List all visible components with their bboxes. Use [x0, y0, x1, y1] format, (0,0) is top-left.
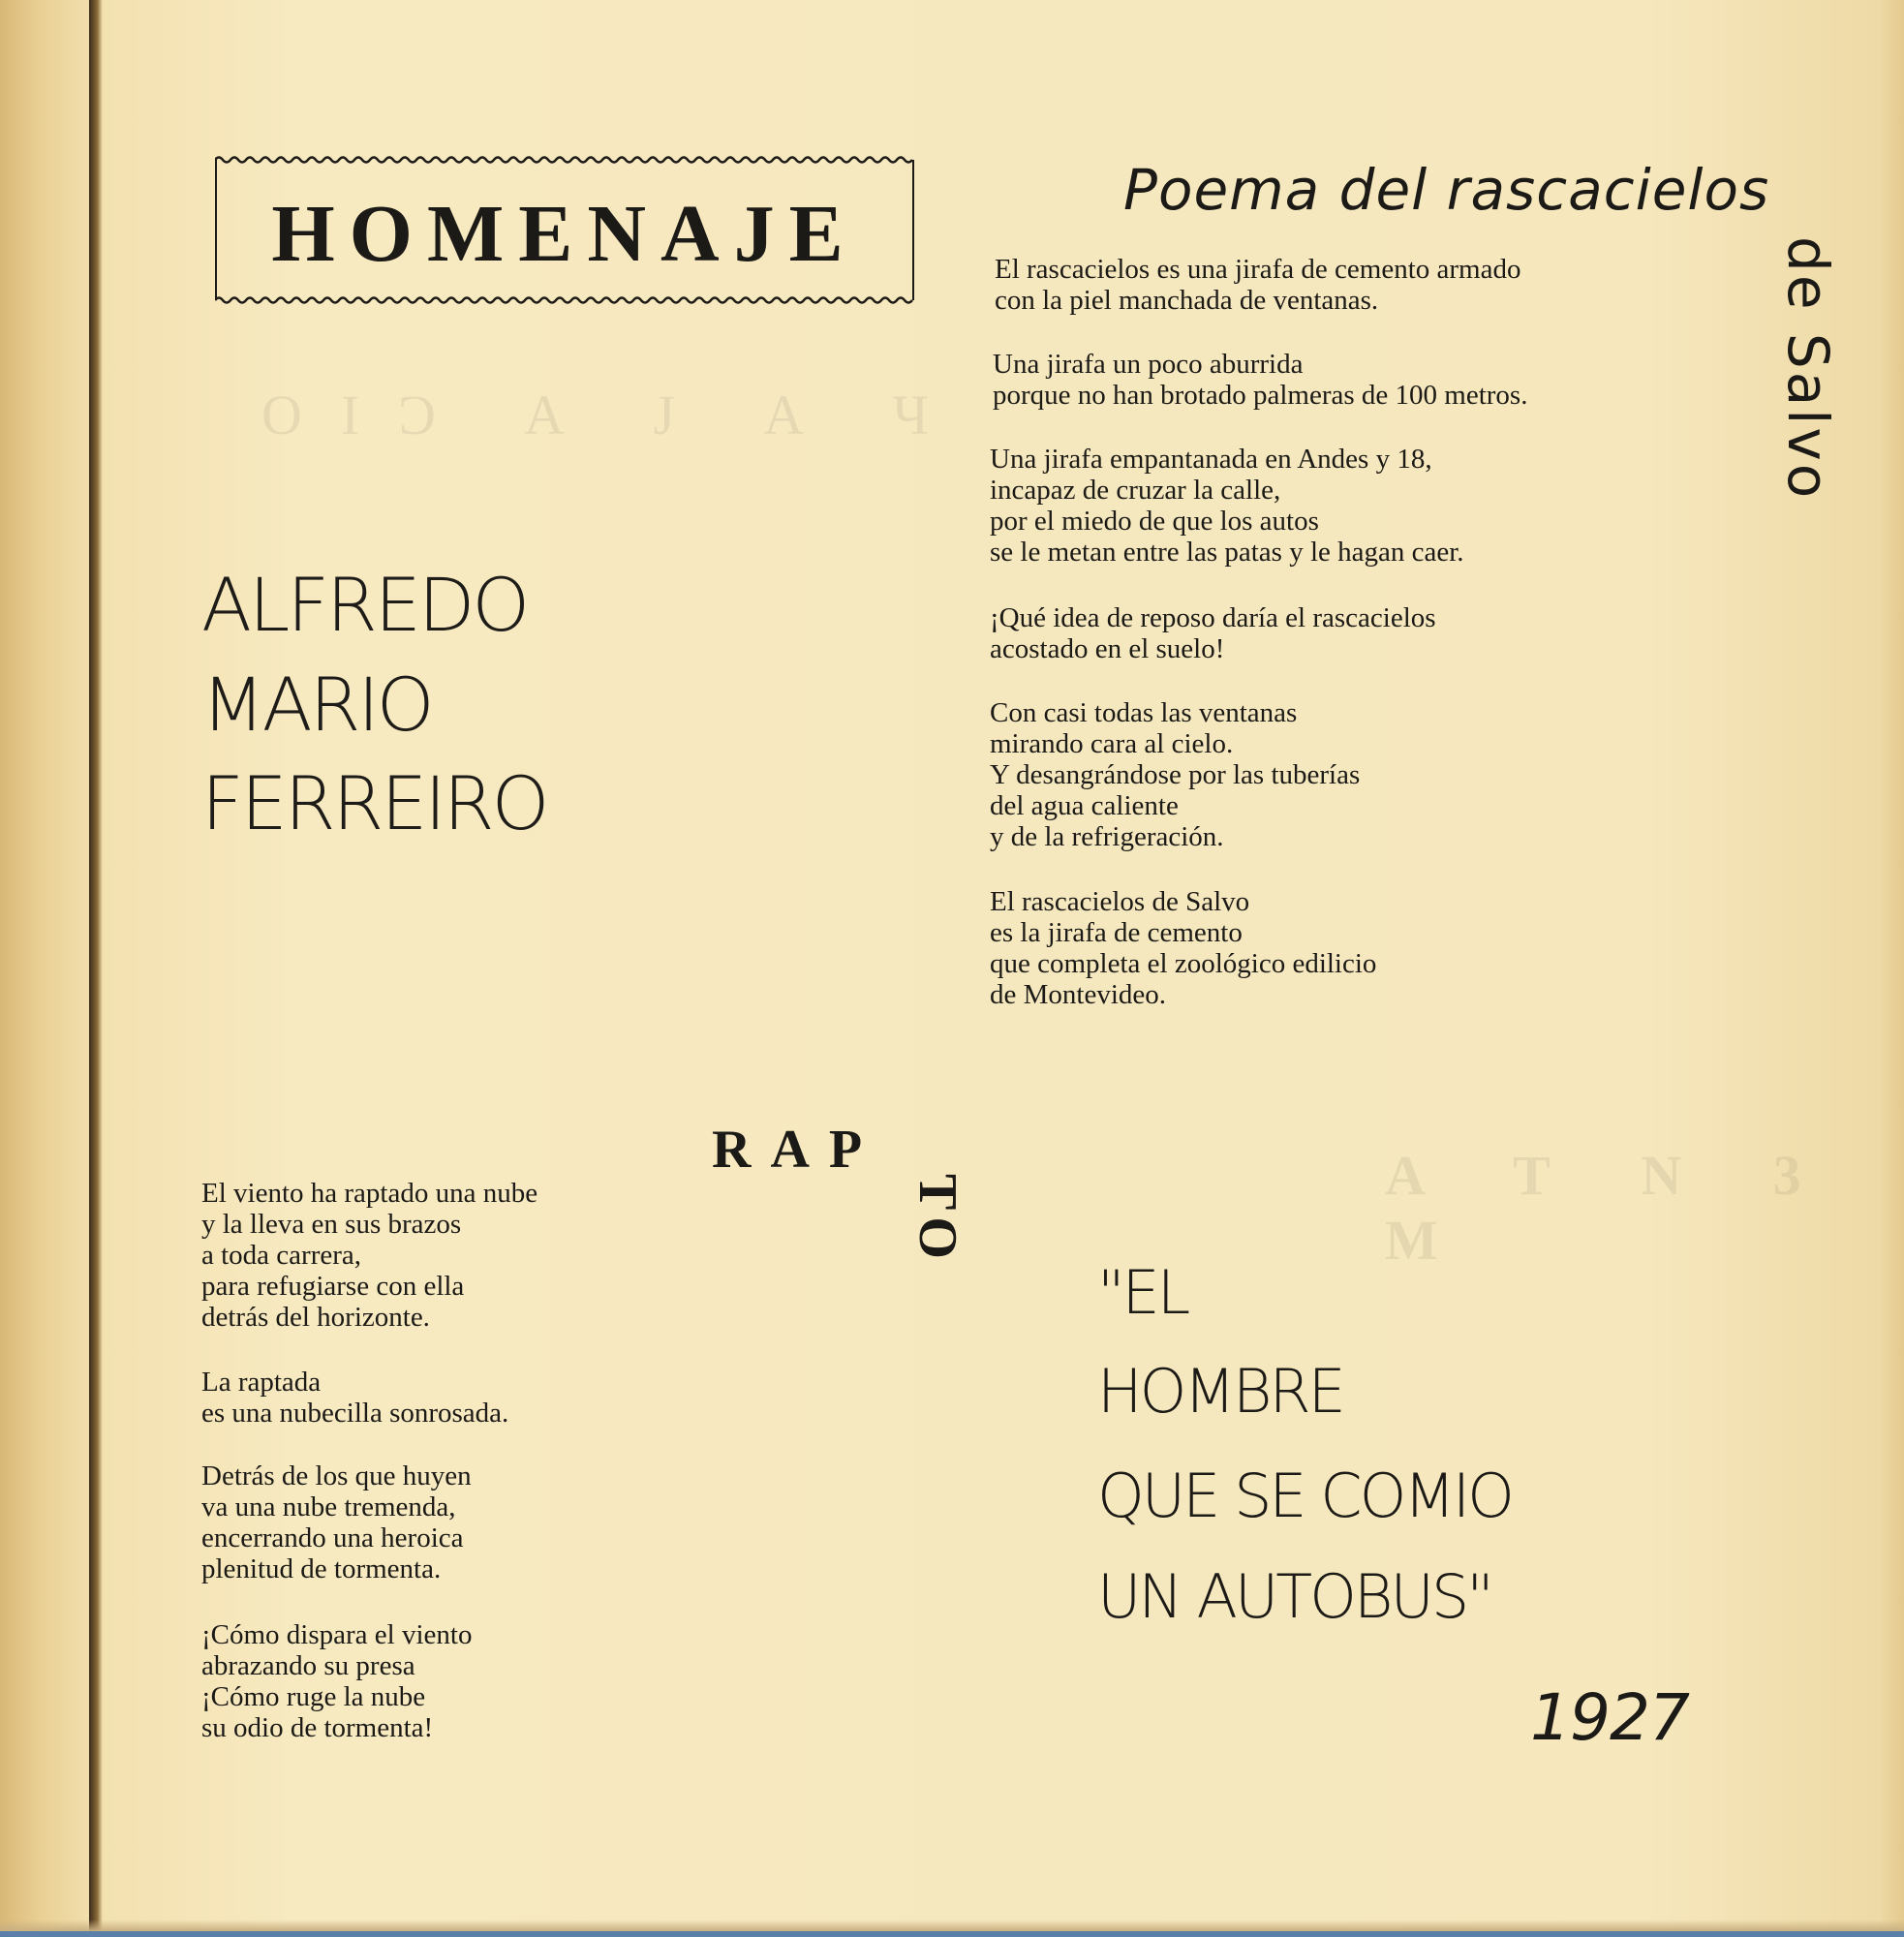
- show-through-text: A T N 3 M: [1385, 1144, 1840, 1272]
- poem1-stanza: [990, 444, 1464, 568]
- poem2-stanza: [201, 1460, 472, 1584]
- book-spine: [89, 0, 103, 1937]
- poem-title-rascacielos: Poema del rascacielos: [1123, 157, 1770, 223]
- poem-line: a toda carrera,: [201, 1240, 362, 1271]
- poem1-stanza: [995, 254, 1520, 316]
- poem2-stanza: [201, 1178, 537, 1333]
- poem-line: El viento ha raptado una nube: [201, 1178, 538, 1209]
- author-middle-name: MARIO: [201, 661, 432, 748]
- poem-line: va una nube tremenda,: [201, 1491, 456, 1522]
- poem-line: Y desangrándose por las tuberías: [990, 759, 1361, 790]
- poem-line: es una nubecilla sonrosada.: [201, 1398, 509, 1429]
- poem1-stanza: [990, 886, 1376, 1010]
- poem-line: y de la refrigeración.: [990, 821, 1224, 852]
- poem-line: La raptada: [201, 1367, 322, 1398]
- poem-line: El rascacielos es una jirafa de cemento armado: [995, 254, 1521, 285]
- book-title-line: HOMBRE: [1097, 1356, 1343, 1427]
- poem-title-rapto-vertical: TO: [907, 1174, 967, 1267]
- show-through-text: OIƆ A J A Ч: [261, 384, 968, 446]
- poem-line: mirando cara al cielo.: [990, 728, 1234, 759]
- poem-line: para refugiarse con ella: [201, 1271, 465, 1302]
- poem-line: porque no han brotado palmeras de 100 metros.: [993, 380, 1528, 411]
- poem-line: por el miedo de que los autos: [990, 506, 1319, 537]
- poem-line: detrás del horizonte.: [201, 1302, 430, 1333]
- poem1-stanza: [990, 697, 1360, 852]
- page-bottom-edge: [0, 1920, 1904, 1937]
- page-title: HOMENAJE: [271, 189, 858, 279]
- poem-line: ¡Qué idea de reposo daría el rascacielos: [990, 602, 1436, 633]
- poem1-stanza: [990, 602, 1436, 664]
- poem-line: plenitud de tormenta.: [201, 1553, 442, 1584]
- poem-line: ¡Cómo ruge la nube: [201, 1681, 426, 1712]
- book-title-line: "EL: [1097, 1257, 1188, 1328]
- poem-title-rapto: RAP: [712, 1120, 882, 1180]
- poem-line: El rascacielos de Salvo: [990, 886, 1250, 917]
- poem-line: de Montevideo.: [990, 979, 1167, 1010]
- poem-line: y la lleva en sus brazos: [201, 1209, 462, 1240]
- author-first-name: ALFREDO: [201, 562, 528, 648]
- book-title-line: QUE SE COMIO: [1097, 1460, 1512, 1531]
- poem-line: del agua caliente: [990, 790, 1179, 821]
- book-title-line: UN AUTOBUS": [1097, 1561, 1491, 1632]
- poem-line: es la jirafa de cemento: [990, 917, 1243, 948]
- poem-line: Detrás de los que huyen: [201, 1460, 472, 1491]
- poem-line: ¡Cómo dispara el viento: [201, 1619, 473, 1650]
- poem-line: su odio de tormenta!: [201, 1712, 434, 1743]
- poem-line: Con casi todas las ventanas: [990, 697, 1298, 728]
- poem-line: incapaz de cruzar la calle,: [990, 475, 1281, 506]
- poem2-stanza: [201, 1619, 472, 1743]
- poem-title-vertical: de Salvo: [1775, 236, 1841, 502]
- poem1-stanza: [993, 349, 1527, 411]
- poem-line: Una jirafa empantanada en Andes y 18,: [990, 444, 1432, 475]
- wavy-rule-top: [215, 154, 914, 166]
- poem2-stanza: [201, 1367, 508, 1429]
- author-last-name: FERREIRO: [201, 760, 547, 846]
- poem-line: con la piel manchada de ventanas.: [995, 285, 1379, 316]
- poem-line: que completa el zoológico edilicio: [990, 948, 1377, 979]
- poem-line: se le metan entre las patas y le hagan caer.: [990, 537, 1464, 568]
- poem-line: acostado en el suelo!: [990, 633, 1225, 664]
- wavy-rule-bottom: [215, 294, 914, 306]
- poem-line: encerrando una heroica: [201, 1522, 464, 1553]
- homenaje-frame: [215, 160, 914, 300]
- poem-line: abrazando su presa: [201, 1650, 415, 1681]
- poem-line: Una jirafa un poco aburrida: [993, 349, 1304, 380]
- publication-year: 1927: [1530, 1680, 1689, 1755]
